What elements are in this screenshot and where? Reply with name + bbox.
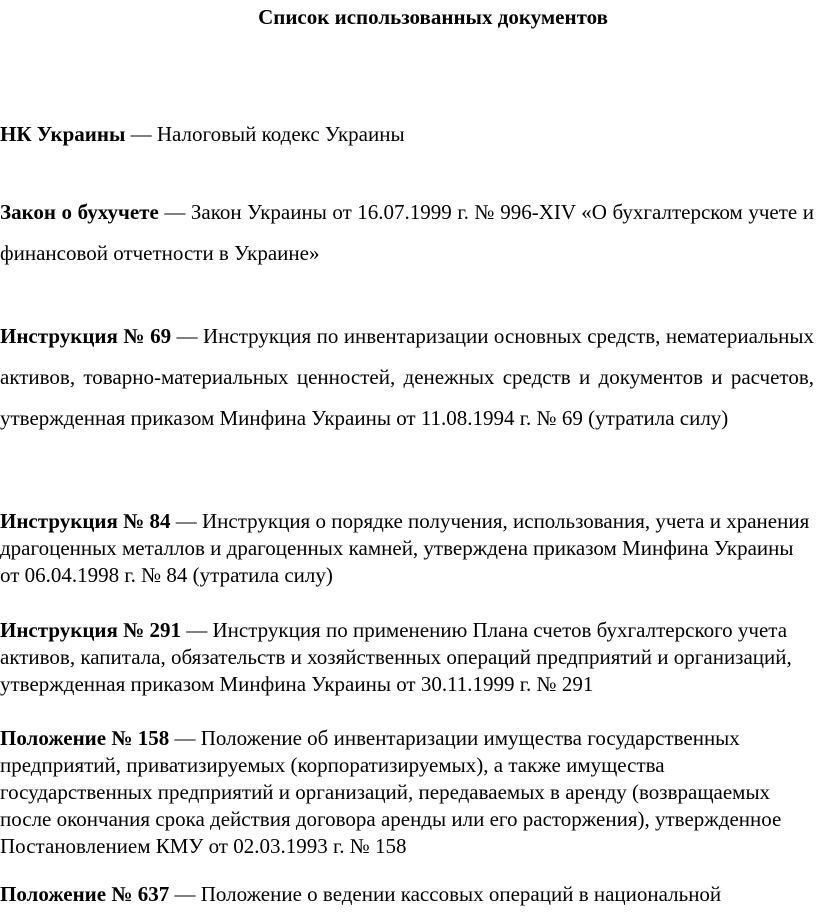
entry-text: — Инструкция по инвентаризации основных средств, нематериальных активов, товарно-материальных ценностей, денежных средств и документов и расчетов, утвержденная приказом Минфина Украины от 11.08.1994 г. № 69 (утратила силу) — [0, 324, 814, 430]
document-entry — [0, 881, 814, 908]
document-entry — [0, 192, 814, 274]
document-entry — [0, 316, 814, 439]
document-entry — [0, 725, 814, 860]
entry-term: Положение № 158 — [0, 726, 170, 750]
entry-term: Закон о бухучете — [0, 200, 159, 224]
entry-term: Инструкция № 84 — [0, 509, 171, 533]
entry-text: — Положение об инвентаризации имущества государственных предприятий, приватизируемых (корпоратизируемых), а также имущества государственных предприятий и организаций, передаваемых в аренду (возвращаемых после окончания срока действия договора аренды или его расторжения), утвержденное Постановлением КМУ от 02.03.1993 г. № 158 — [0, 726, 782, 858]
document-entry — [0, 617, 814, 698]
entry-term: Инструкция № 69 — [0, 324, 172, 348]
entry-text: — Положение о ведении кассовых операций в национальной — [169, 882, 722, 906]
entry-term: НК Украины — [0, 122, 126, 146]
entry-text: — Инструкция по применению Плана счетов бухгалтерского учета активов, капитала, обязательств и хозяйственных операций предприятий и организаций, утвержденная приказом Минфина Украины от 30.11.1999 г. № 291 — [0, 618, 792, 696]
entry-text: — Закон Украины от 16.07.1999 г. № 996-XIV «О бухгалтерском учете и финансовой отчетности в Украине» — [0, 200, 814, 265]
entry-term: Инструкция № 291 — [0, 618, 181, 642]
document-title: Список использованных документов — [258, 5, 608, 29]
entry-term: Положение № 637 — [0, 882, 170, 906]
entry-text: — Инструкция о порядке получения, использования, учета и хранения драгоценных металлов и драгоценных камней, утверждена приказом Минфина Украины от 06.04.1998 г. № 84 (утратила силу) — [0, 509, 810, 587]
document-entry — [0, 114, 814, 155]
document-entry — [0, 508, 814, 589]
entry-text: — Налоговый кодекс Украины — [125, 122, 405, 146]
